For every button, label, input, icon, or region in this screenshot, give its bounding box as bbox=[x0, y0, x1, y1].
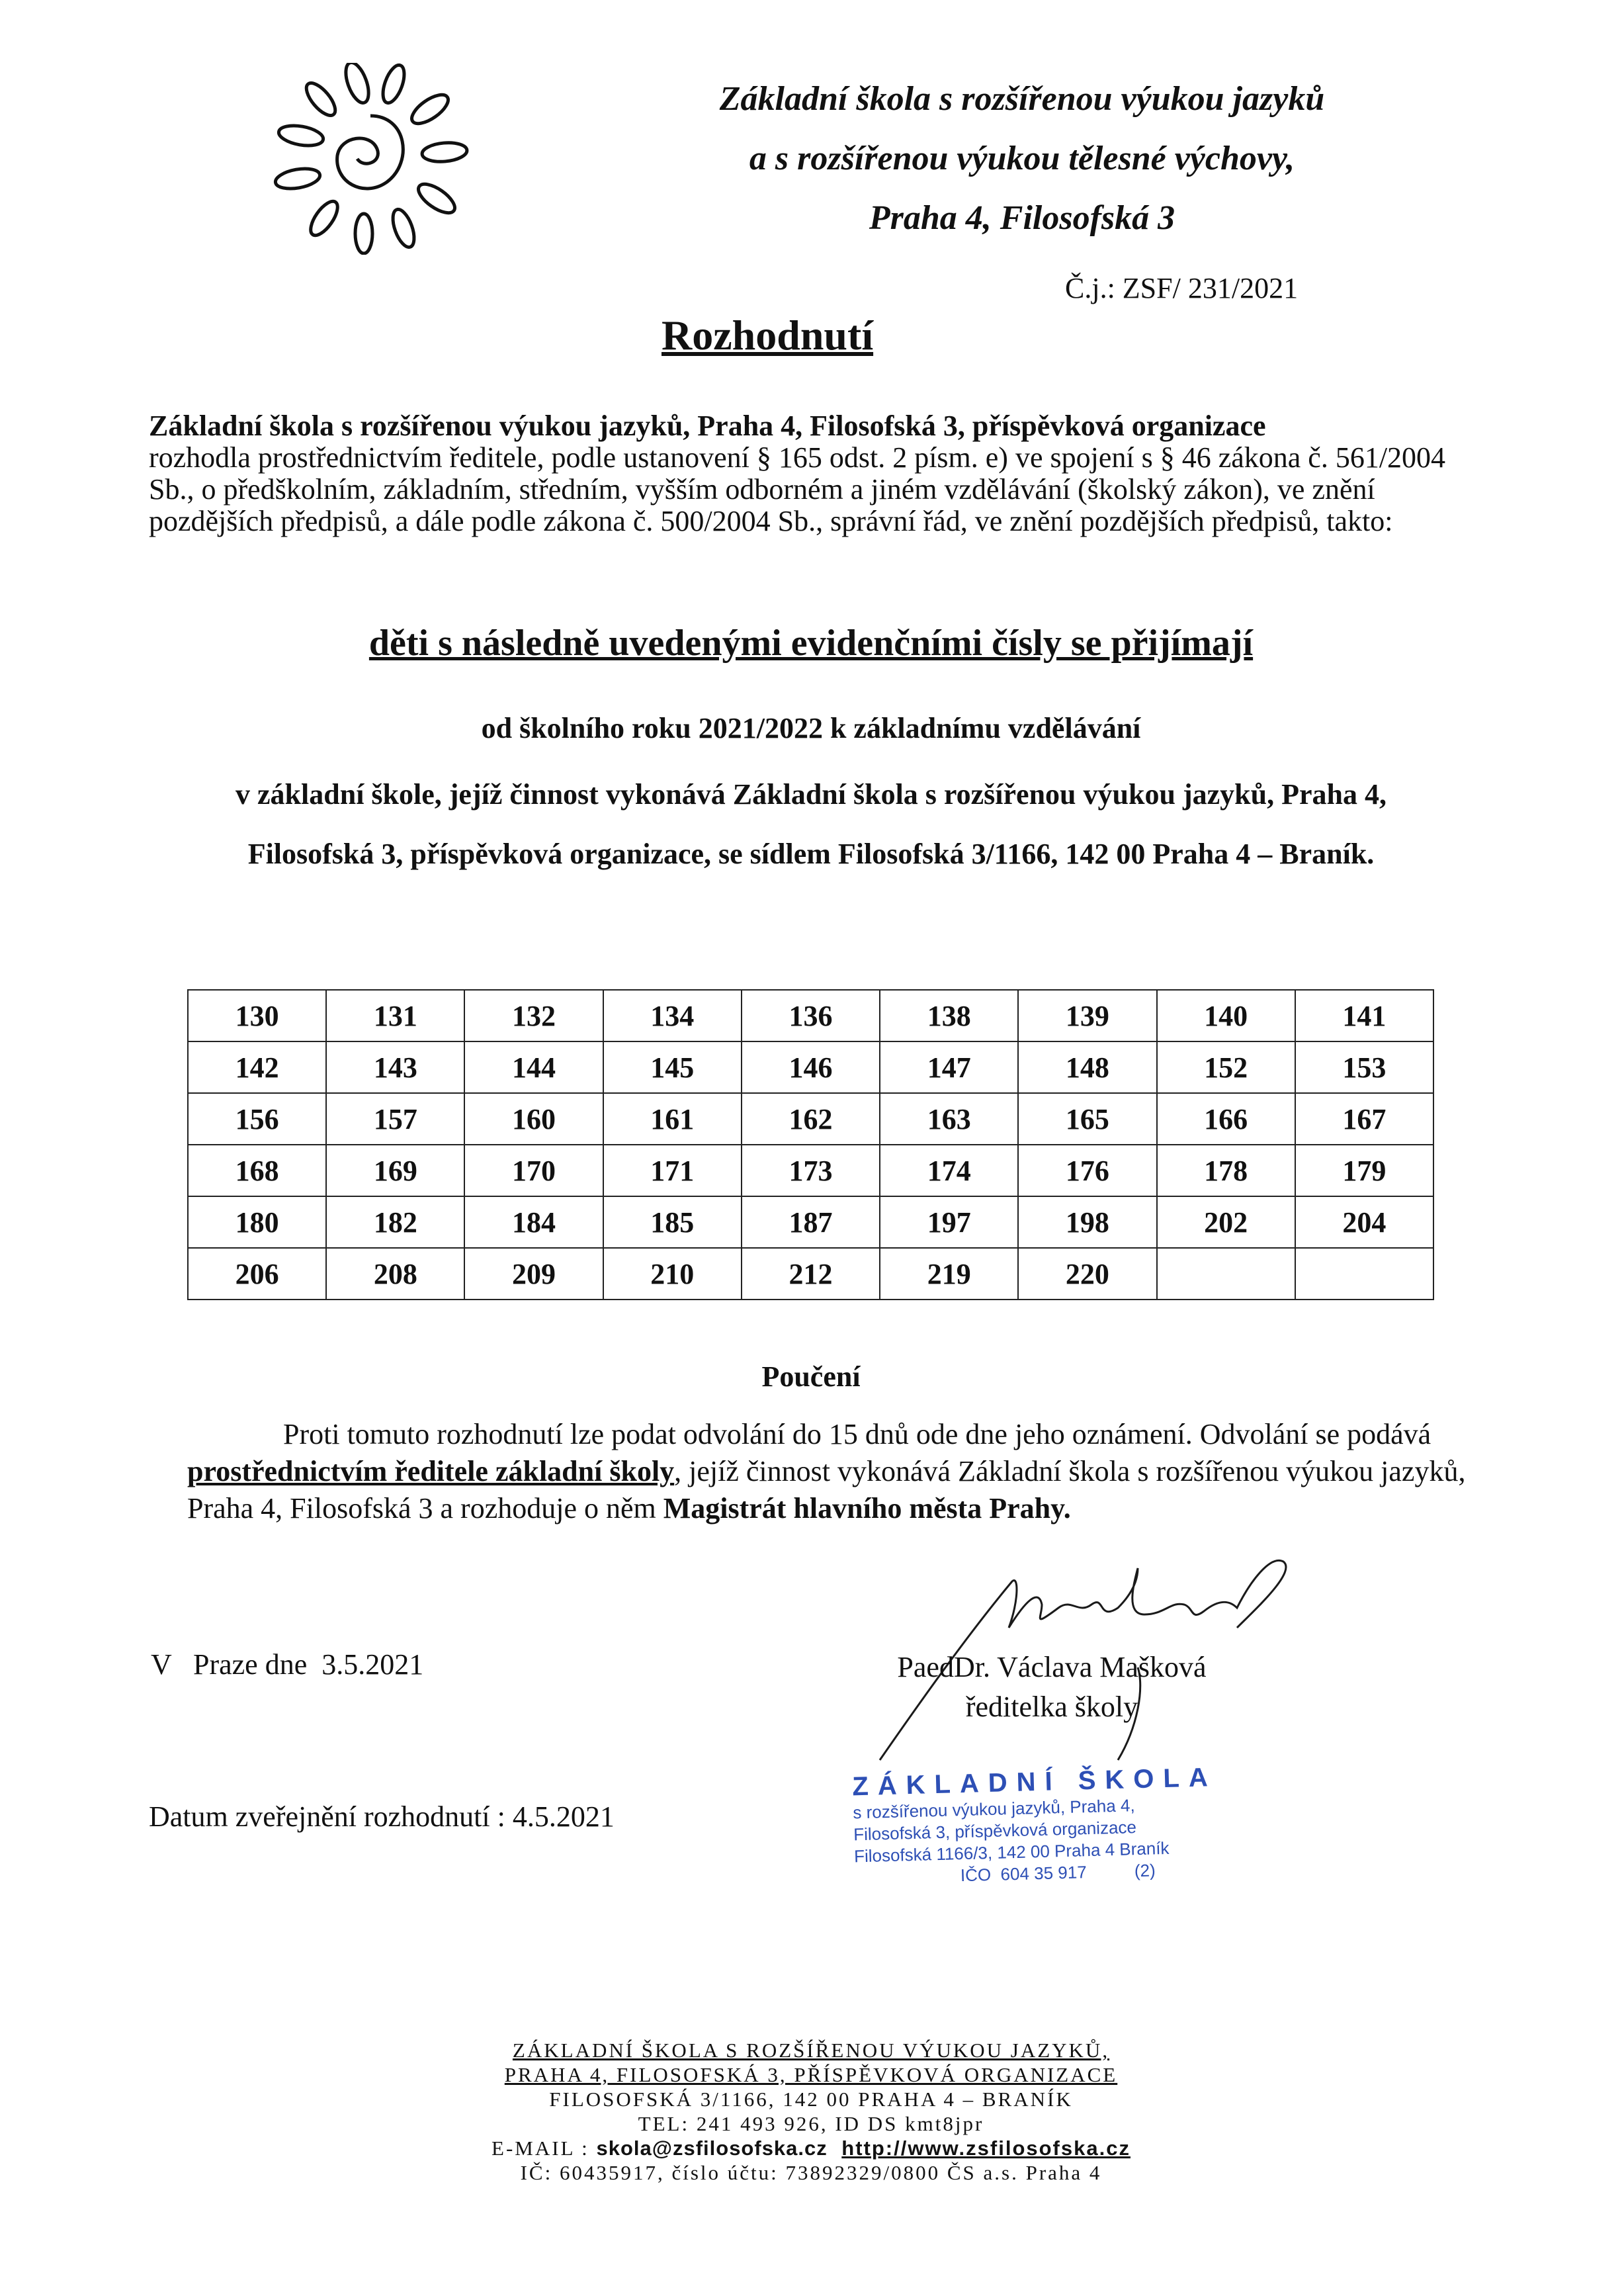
intro-organization: Základní škola s rozšířenou výukou jazyků, Praha 4, Filosofská 3, příspěvková organizace bbox=[149, 410, 1266, 442]
table-row bbox=[188, 1196, 1433, 1248]
table-cell: 212 bbox=[742, 1248, 880, 1300]
table-cell: 152 bbox=[1157, 1041, 1295, 1093]
table-cell: 161 bbox=[603, 1093, 742, 1145]
table-cell: 153 bbox=[1295, 1041, 1433, 1093]
table-row bbox=[188, 990, 1433, 1041]
table-cell: 163 bbox=[880, 1093, 1018, 1145]
table-cell: 173 bbox=[742, 1145, 880, 1196]
table-cell: 132 bbox=[464, 990, 603, 1041]
table-cell: 145 bbox=[603, 1041, 742, 1093]
stamp-line-2: Filosofská 3, příspěvková organizace bbox=[853, 1817, 1137, 1845]
header-line-2: a s rozšířenou výukou tělesné výchovy, bbox=[749, 140, 1295, 177]
school-sun-logo bbox=[271, 63, 470, 255]
school-year-line: od školního roku 2021/2022 k základnímu vzdělávání bbox=[481, 712, 1141, 744]
publication-date: Datum zveřejnění rozhodnutí : 4.5.2021 bbox=[149, 1800, 615, 1833]
school-line-2: Filosofská 3, příspěvková organizace, se sídlem Filosofská 3/1166, 142 00 Praha 4 – Braník. bbox=[247, 838, 1375, 870]
table-cell: 160 bbox=[464, 1093, 603, 1145]
signer-role: ředitelka školy bbox=[965, 1691, 1138, 1723]
table-cell: 204 bbox=[1295, 1196, 1433, 1248]
table-cell: 182 bbox=[326, 1196, 464, 1248]
table-cell: 162 bbox=[742, 1093, 880, 1145]
table-row bbox=[188, 1248, 1433, 1300]
table-cell: 220 bbox=[1018, 1248, 1156, 1300]
table-cell: 168 bbox=[188, 1145, 326, 1196]
instruction-paragraph bbox=[187, 1416, 1477, 1527]
stamp-line-1: s rozšířenou výukou jazyků, Praha 4, bbox=[852, 1795, 1135, 1823]
table-cell: 136 bbox=[742, 990, 880, 1041]
table-cell: 180 bbox=[188, 1196, 326, 1248]
table-cell: 131 bbox=[326, 990, 464, 1041]
school-line-1: v základní škole, jejíž činnost vykonává Základní škola s rozšířenou výukou jazyků, Praha 4, bbox=[235, 778, 1387, 811]
table-cell: 157 bbox=[326, 1093, 464, 1145]
table-cell: 143 bbox=[326, 1041, 464, 1093]
admitted-numbers-table bbox=[187, 989, 1434, 1300]
table-cell: 146 bbox=[742, 1041, 880, 1093]
table-cell: 138 bbox=[880, 990, 1018, 1041]
instruction-text-4: Magistrát hlavního města Prahy. bbox=[663, 1492, 1071, 1524]
footer-line-6: IČ: 60435917, číslo účtu: 73892329/0800 ČS a.s. Praha 4 bbox=[520, 2161, 1102, 2184]
table-cell: 185 bbox=[603, 1196, 742, 1248]
instruction-text-1: Proti tomuto rozhodnutí lze podat odvolání do 15 dnů ode dne jeho oznámení. Odvolání se podává bbox=[283, 1418, 1431, 1450]
stamp-line-3: Filosofská 1166/3, 142 00 Praha 4 Braník bbox=[853, 1837, 1170, 1867]
footer-line-3: FILOSOFSKÁ 3/1166, 142 00 PRAHA 4 – BRANÍK bbox=[549, 2088, 1073, 2111]
table-cell: 140 bbox=[1157, 990, 1295, 1041]
table-cell: 156 bbox=[188, 1093, 326, 1145]
table-cell: 171 bbox=[603, 1145, 742, 1196]
table-cell: 187 bbox=[742, 1196, 880, 1248]
instruction-title: Poučení bbox=[761, 1360, 861, 1393]
table-row bbox=[188, 1041, 1433, 1093]
footer-line-2: PRAHA 4, FILOSOFSKÁ 3, PŘÍSPĚVKOVÁ ORGANIZACE bbox=[504, 2063, 1118, 2086]
table-cell: 148 bbox=[1018, 1041, 1156, 1093]
decision-statement: děti s následně uvedenými evidenčními čísly se přijímají bbox=[368, 623, 1254, 664]
intro-paragraph bbox=[149, 410, 1478, 537]
table-cell: 167 bbox=[1295, 1093, 1433, 1145]
table-cell: 147 bbox=[880, 1041, 1018, 1093]
stamp-line-4: IČO 604 35 917 (2) bbox=[960, 1860, 1156, 1886]
school-stamp bbox=[852, 1761, 1278, 1890]
table-cell: 130 bbox=[188, 990, 326, 1041]
footer bbox=[0, 2038, 1622, 2185]
stamp-title: ZÁKLADNÍ ŠKOLA bbox=[851, 1762, 1218, 1802]
table-cell bbox=[1157, 1248, 1295, 1300]
table-cell: 209 bbox=[464, 1248, 603, 1300]
intro-text: rozhodla prostřednictvím ředitele, podle ustanovení § 165 odst. 2 písm. e) ve spojení s § 46 zákona č. 561/2004 Sb., o předškolním, základním, středním, vyšším odborném a jiném vzdělávání (školský zákon), ve znění pozdějších předpisů, a dále podle zákona č. 500/2004 Sb., správní řád, ve znění pozdějších předpisů, takto: bbox=[149, 441, 1446, 537]
footer-url[interactable]: http://www.zsfilosofska.cz bbox=[841, 2137, 1131, 2160]
header-line-3: Praha 4, Filosofská 3 bbox=[869, 199, 1175, 237]
footer-line-4: TEL: 241 493 926, ID DS kmt8jpr bbox=[638, 2112, 984, 2135]
table-cell: 179 bbox=[1295, 1145, 1433, 1196]
table-cell: 174 bbox=[880, 1145, 1018, 1196]
footer-email-label: E-MAIL : bbox=[491, 2137, 589, 2160]
table-cell: 198 bbox=[1018, 1196, 1156, 1248]
table-cell: 166 bbox=[1157, 1093, 1295, 1145]
table-cell bbox=[1295, 1248, 1433, 1300]
table-cell: 210 bbox=[603, 1248, 742, 1300]
footer-line-5 bbox=[0, 2136, 1622, 2160]
signer-name: PaedDr. Václava Mašková bbox=[897, 1651, 1207, 1683]
table-cell: 208 bbox=[326, 1248, 464, 1300]
document-title: Rozhodnutí bbox=[662, 312, 874, 359]
reference-number: Č.j.: ZSF/ 231/2021 bbox=[1065, 272, 1299, 304]
table-cell: 184 bbox=[464, 1196, 603, 1248]
table-cell: 169 bbox=[326, 1145, 464, 1196]
table-row bbox=[188, 1093, 1433, 1145]
table-cell: 202 bbox=[1157, 1196, 1295, 1248]
table-cell: 165 bbox=[1018, 1093, 1156, 1145]
table-cell: 134 bbox=[603, 990, 742, 1041]
table-cell: 142 bbox=[188, 1041, 326, 1093]
table-cell: 139 bbox=[1018, 990, 1156, 1041]
table-cell: 178 bbox=[1157, 1145, 1295, 1196]
signer-block bbox=[867, 1648, 1237, 1727]
table-row bbox=[188, 1145, 1433, 1196]
footer-line-1: ZÁKLADNÍ ŠKOLA S ROZŠÍŘENOU VÝUKOU JAZYKŮ, bbox=[512, 2039, 1110, 2062]
table-cell: 144 bbox=[464, 1041, 603, 1093]
footer-email[interactable]: skola@zsfilosofska.cz bbox=[596, 2137, 828, 2160]
header-line-1: Základní škola s rozšířenou výukou jazyků bbox=[719, 80, 1325, 118]
instruction-text-2: prostřednictvím ředitele základní školy bbox=[187, 1455, 675, 1487]
table-cell: 206 bbox=[188, 1248, 326, 1300]
table-cell: 170 bbox=[464, 1145, 603, 1196]
table-cell: 219 bbox=[880, 1248, 1018, 1300]
table-cell: 141 bbox=[1295, 990, 1433, 1041]
instruction-text-3: , jejíž činnost vykonává Základní škola s rozšířenou výukou jazyků, Praha 4, Filosofská 3 a rozhoduje o něm bbox=[187, 1455, 1466, 1524]
place-and-date: V Praze dne 3.5.2021 bbox=[151, 1648, 424, 1681]
table-cell: 197 bbox=[880, 1196, 1018, 1248]
table-cell: 176 bbox=[1018, 1145, 1156, 1196]
